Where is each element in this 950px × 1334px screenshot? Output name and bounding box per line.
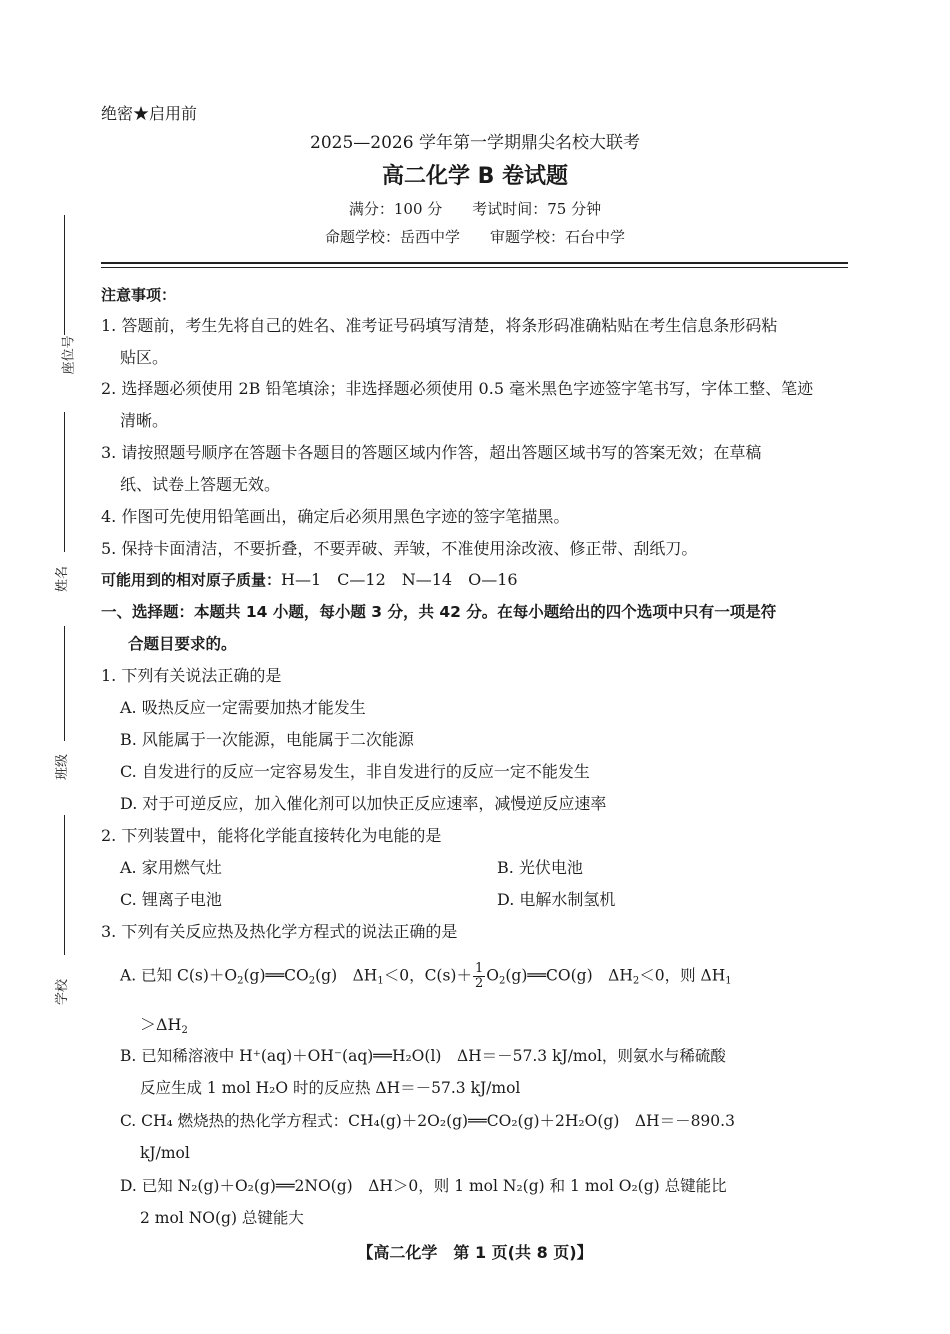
header-rule-thin (101, 267, 848, 268)
class-label: 班级 (55, 753, 71, 781)
q3-option-d: D. 已知 N₂(g)＋O₂(g)══2NO(g) ΔH＞0，则 1 mol N₂(g) 和 1 mol O₂(g) 总键能比 (120, 1177, 727, 1195)
page-footer: 【高二化学 第 1 页(共 8 页)】 (357, 1243, 593, 1262)
secret-mark: 绝密★启用前 (101, 104, 198, 123)
name-label: 姓名 (55, 565, 71, 593)
note-1: 1. 答题前，考生先将自己的姓名、准考证号码填写清楚，将条形码准确粘贴在考生信息条形码粘 (101, 316, 778, 335)
exam-name: 2025—2026 学年第一学期鼎尖名校大联考 (310, 133, 640, 153)
q3a-part: ＜0，C(s)＋ (383, 966, 472, 985)
q3a-part: ＜0，则 ΔH (639, 966, 726, 985)
q3-option-d-cont: 2 mol NO(g) 总键能大 (140, 1209, 304, 1227)
q3-option-c-cont: kJ/mol (140, 1144, 190, 1162)
q3-stem: 3. 下列有关反应热及热化学方程式的说法正确的是 (101, 922, 458, 941)
q3-option-b: B. 已知稀溶液中 H⁺(aq)＋OH⁻(aq)══H₂O(l) ΔH＝－57.3 kJ/mol，则氨水与稀硫酸 (120, 1047, 726, 1065)
binding-line-4 (64, 815, 65, 955)
q3-option-a: A. 已知 $C(s)+O_2(g)══CO_2(g)$ $\Delta H_1<0$，C(s)＋ $\frac{1}{2}$ $O_2(g)══CO(g)$ $\Delta H_2<0$，则 $\Delta H_1$ (120, 961, 732, 991)
atomic-mass-values: H—1 C—12 N—14 O—16 (281, 570, 518, 589)
atomic-mass (101, 570, 518, 590)
q1-option-d: D. 对于可逆反应，加入催化剂可以加快正反应速率，减慢逆反应速率 (120, 794, 607, 813)
q1-stem: 1. 下列有关说法正确的是 (101, 666, 282, 685)
header-rule-thick (101, 262, 848, 264)
school-label: 学校 (55, 978, 71, 1006)
q2-stem: 2. 下列装置中，能将化学能直接转化为电能的是 (101, 826, 442, 845)
note-4: 4. 作图可先使用铅笔画出，确定后必须用黑色字迹的签字笔描黑。 (101, 507, 570, 526)
section-1-heading-cont: 合题目要求的。 (128, 635, 237, 653)
note-3-cont: 纸、试卷上答题无效。 (120, 475, 281, 494)
seat-label: 座位号 (61, 335, 77, 375)
q2-option-c: C. 锂离子电池 (120, 890, 222, 909)
q1-option-b: B. 风能属于一次能源，电能属于二次能源 (120, 730, 414, 749)
q2-option-d: D. 电解水制氢机 (497, 890, 616, 909)
q3a-part: O (486, 966, 499, 985)
binding-line-3 (64, 626, 65, 741)
q3-option-b-cont: 反应生成 1 mol H₂O 时的反应热 ΔH＝－57.3 kJ/mol (140, 1079, 521, 1097)
note-1-cont: 贴区。 (120, 348, 169, 367)
q3a-part: (g)══CO(g) ΔH (505, 966, 633, 985)
q1-option-c: C. 自发进行的反应一定容易发生，非自发进行的反应一定不能发生 (120, 762, 590, 781)
notes-title: 注意事项： (101, 286, 177, 304)
paper-title: 高二化学 B 卷试题 (381, 164, 569, 189)
q2-option-b: B. 光伏电池 (497, 858, 583, 877)
q3a-part: A. 已知 C(s)＋O (120, 966, 238, 985)
atomic-mass-label: 可能用到的相对原子质量： (101, 571, 282, 589)
q1-option-a: A. 吸热反应一定需要加热才能发生 (120, 698, 366, 717)
fraction-one-half: $\frac{1}{2}$ (474, 961, 484, 991)
note-2: 2. 选择题必须使用 2B 铅笔填涂；非选择题必须使用 0.5 毫米黑色字迹签字笔书写，字体工整、笔迹 (101, 379, 814, 398)
note-3: 3. 请按照题号顺序在答题卡各题目的答题区域内作答，超出答题区域书写的答案无效；在草稿 (101, 443, 762, 462)
q3-option-a-cont: $>\Delta H_2$ (140, 1015, 188, 1036)
q2-option-a: A. 家用燃气灶 (120, 858, 222, 877)
note-5: 5. 保持卡面清洁，不要折叠，不要弄破、弄皱，不准使用涂改液、修正带、刮纸刀。 (101, 539, 698, 558)
section-1-heading: 一、选择题：本题共 14 小题，每小题 3 分，共 42 分。在每小题给出的四个选项中只有一项是符 (101, 603, 777, 621)
q3a-part: (g) ΔH (315, 966, 378, 985)
q3-option-c: C. CH₄ 燃烧热的热化学方程式：CH₄(g)＋2O₂(g)══CO₂(g)＋2H₂O(g) ΔH＝－890.3 (120, 1112, 735, 1130)
binding-line-2 (64, 412, 65, 552)
score-time: 满分：100 分 考试时间：75 分钟 (348, 200, 602, 218)
schools: 命题学校：岳西中学 审题学校：石台中学 (324, 228, 625, 246)
q3a-part: (g)══CO (243, 966, 309, 985)
note-2-cont: 清晰。 (120, 411, 169, 430)
